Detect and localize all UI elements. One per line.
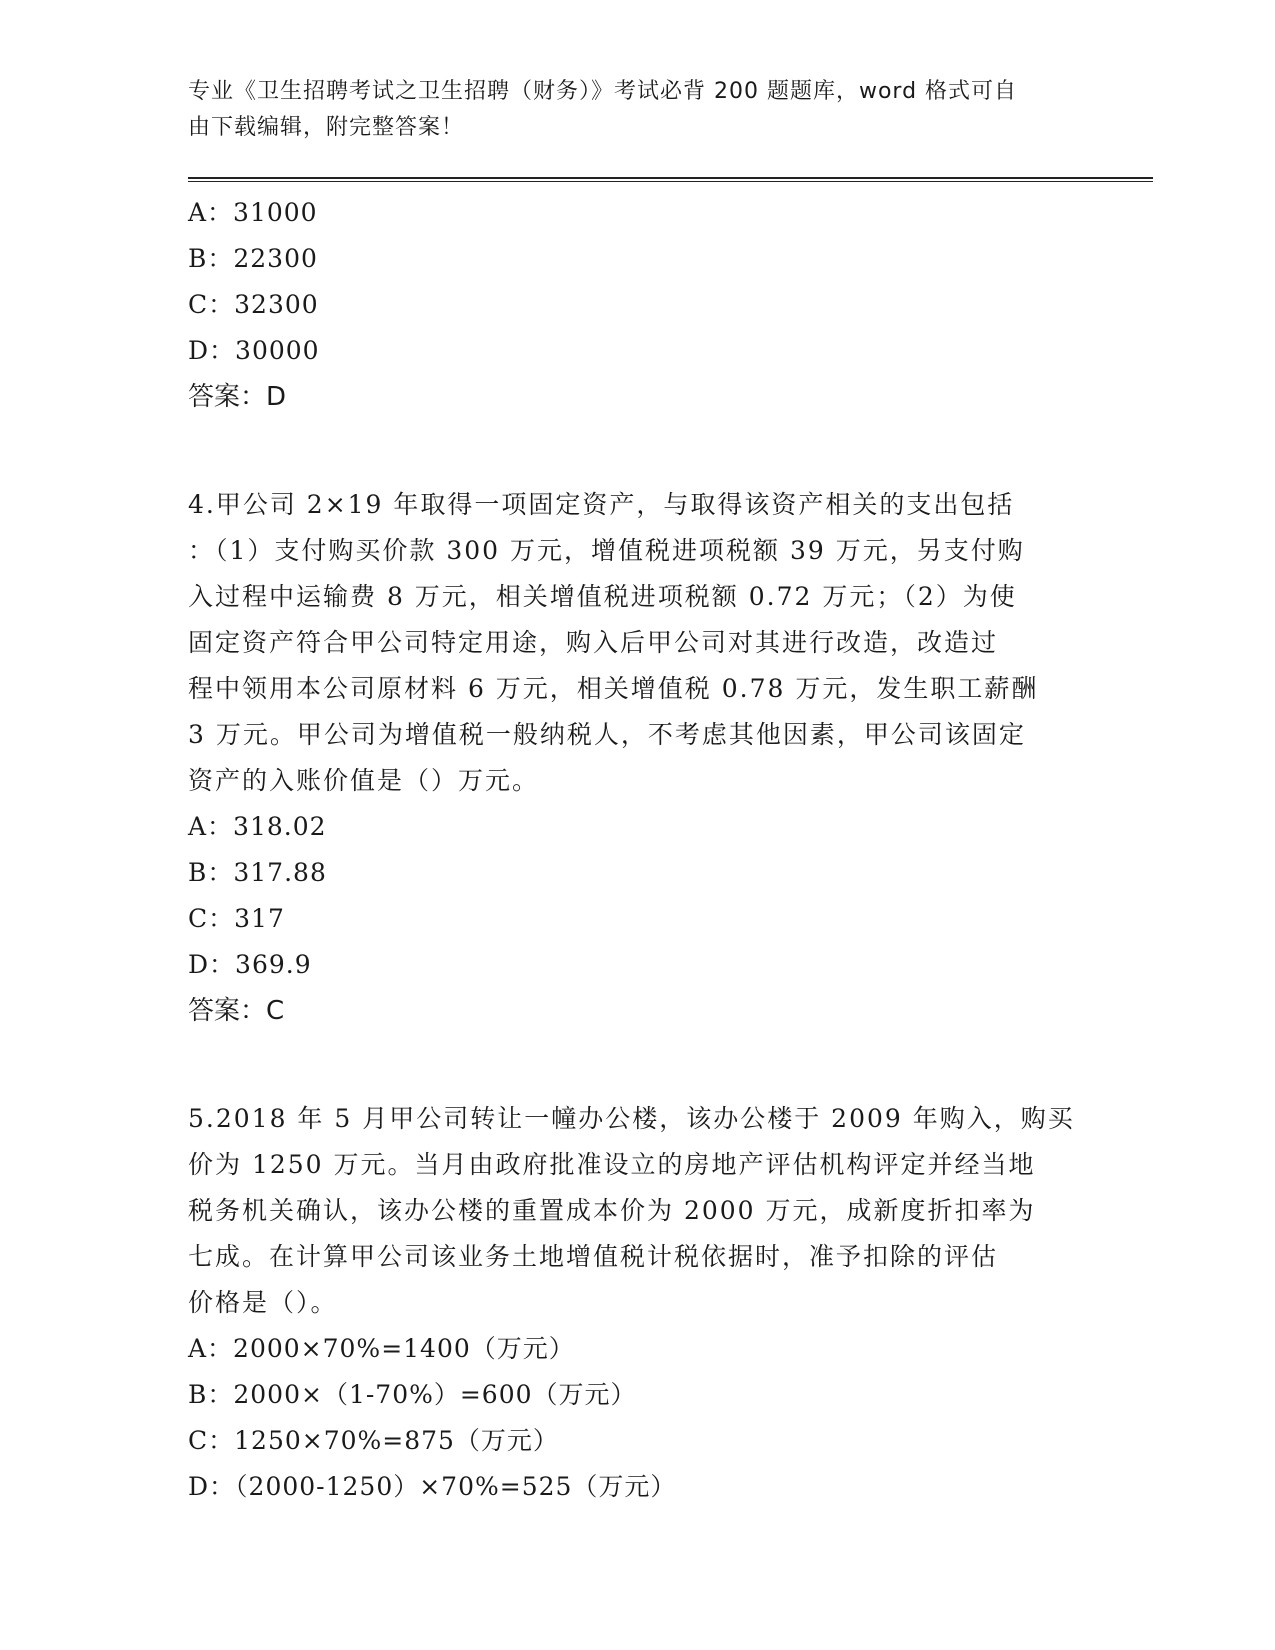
answer-line: 答案：D [188, 382, 287, 412]
option-d: D：（2000-1250）×70%=525（万元） [188, 1472, 677, 1501]
option-a: A：31000 [188, 198, 318, 227]
document-header [188, 74, 1068, 146]
question-line: ：（1）支付购买价款 300 万元，增值税进项税额 39 万元，另支付购 [188, 536, 1025, 565]
option-b: B：22300 [188, 244, 318, 273]
question-line: 税务机关确认，该办公楼的重置成本价为 2000 万元，成新度折扣率为 [188, 1196, 1036, 1225]
header-divider-thick [188, 177, 1153, 179]
spacer [188, 1034, 1088, 1096]
question-line: 固定资产符合甲公司特定用途，购入后甲公司对其进行改造，改造过 [188, 628, 999, 657]
question-5 [188, 1096, 1088, 1510]
answer-line: 答案：C [188, 996, 285, 1026]
question-line: 程中领用本公司原材料 6 万元，相关增值税 0.78 万元，发生职工薪酬 [188, 674, 1039, 703]
question-line: 价格是（）。 [188, 1288, 338, 1317]
option-a: A：2000×70%=1400（万元） [188, 1334, 575, 1363]
question-text [188, 482, 1088, 804]
question-line: 3 万元。甲公司为增值税一般纳税人，不考虑其他因素，甲公司该固定 [188, 720, 1026, 749]
option-b: B：317.88 [188, 858, 327, 887]
question-line: 入过程中运输费 8 万元，相关增值税进项税额 0.72 万元；（2）为使 [188, 582, 1017, 611]
question-line: 价为 1250 万元。当月由政府批准设立的房地产评估机构评定并经当地 [188, 1150, 1036, 1179]
question-line: 4.甲公司 2×19 年取得一项固定资产，与取得该资产相关的支出包括 [188, 490, 1015, 519]
option-d: D：369.9 [188, 950, 312, 979]
question-line: 5.2018 年 5 月甲公司转让一幢办公楼，该办公楼于 2009 年购入，购买 [188, 1104, 1075, 1133]
question-line: 七成。在计算甲公司该业务土地增值税计税依据时，准予扣除的评估 [188, 1242, 999, 1271]
option-b: B：2000×（1-70%）=600（万元） [188, 1380, 637, 1409]
header-line-1: 专业《卫生招聘考试之卫生招聘（财务）》考试必背 200 题题库，word 格式可自 [188, 79, 1018, 104]
option-a: A：318.02 [188, 812, 327, 841]
spacer [188, 420, 1088, 482]
question-line: 资产的入账价值是（）万元。 [188, 766, 540, 795]
header-line-2: 由下载编辑，附完整答案！ [188, 115, 465, 140]
header-divider-thin [188, 181, 1153, 182]
question-3 [188, 190, 1088, 420]
option-c: C：32300 [188, 290, 319, 319]
document-body [188, 190, 1088, 1510]
question-4 [188, 482, 1088, 1034]
option-d: D：30000 [188, 336, 320, 365]
question-text [188, 1096, 1088, 1326]
option-c: C：317 [188, 904, 285, 933]
option-c: C：1250×70%=875（万元） [188, 1426, 559, 1455]
